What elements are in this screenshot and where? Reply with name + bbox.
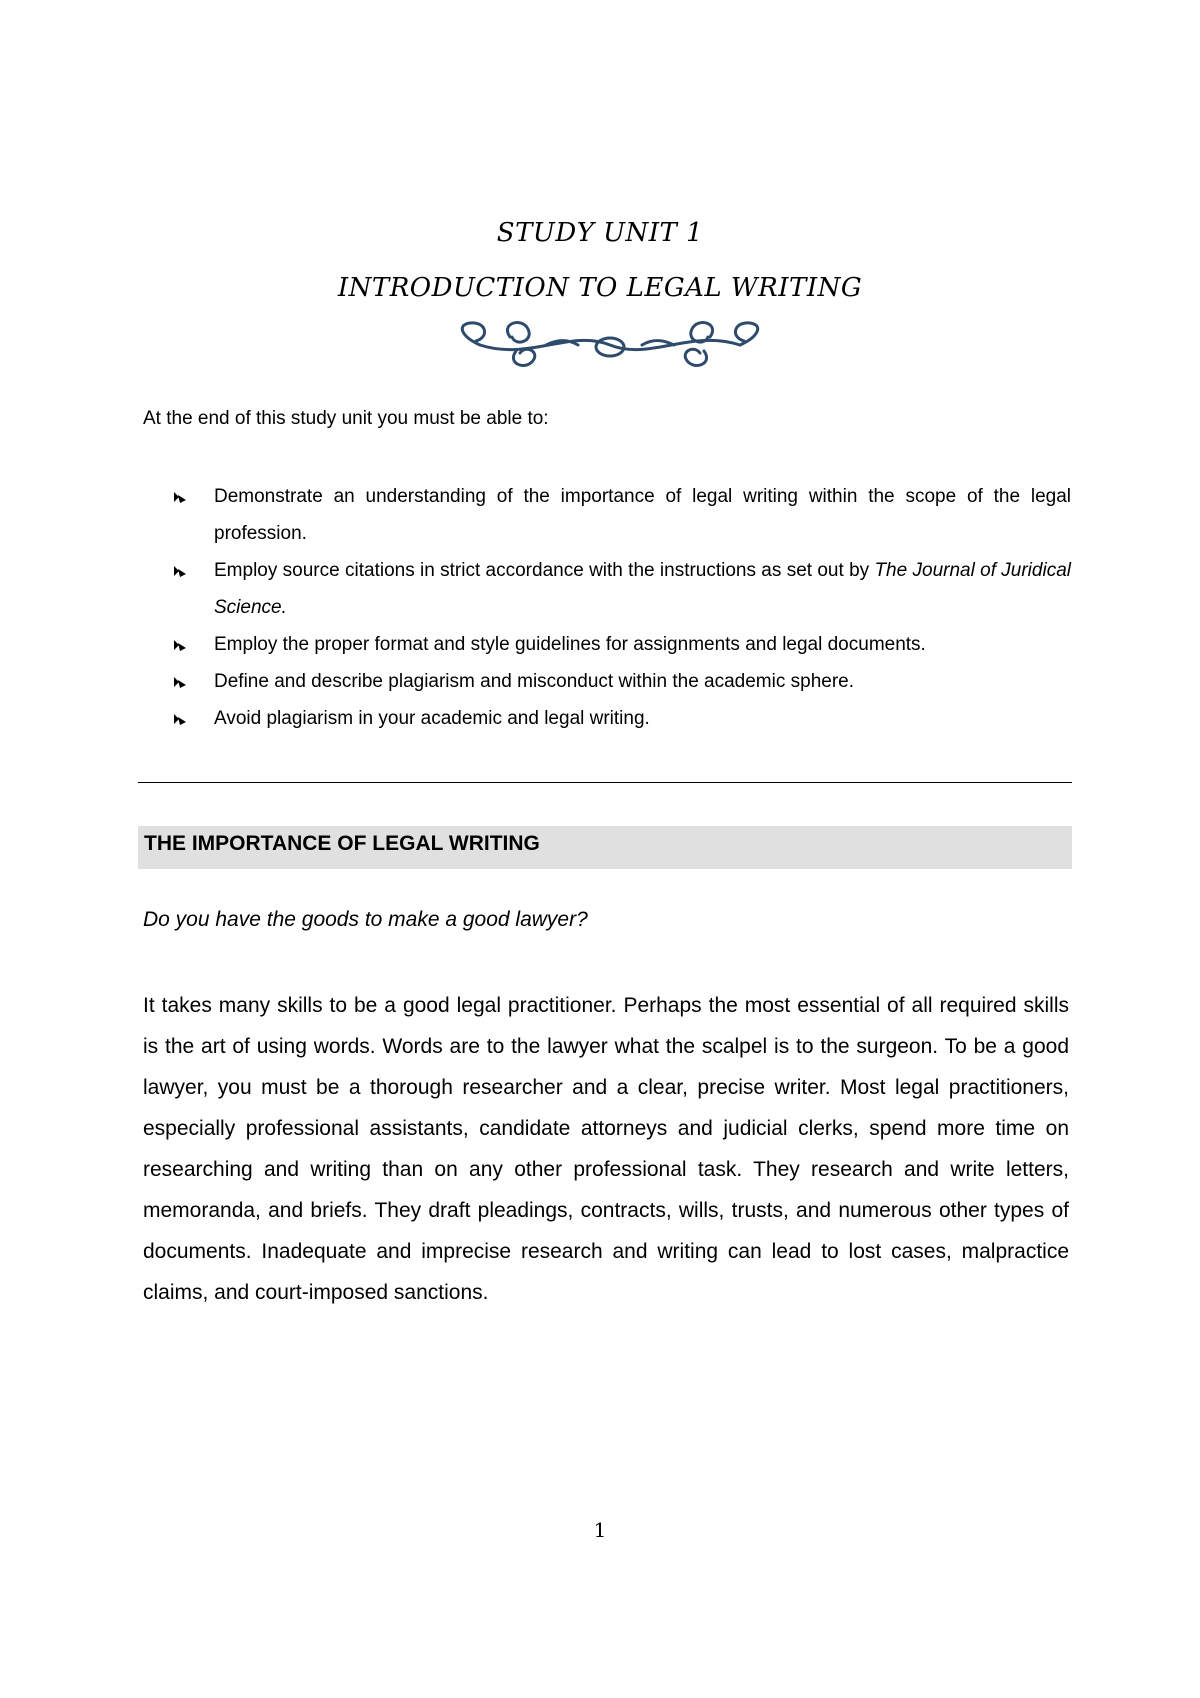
section-heading: THE IMPORTANCE OF LEGAL WRITING xyxy=(144,832,540,855)
scroll-flourish-icon xyxy=(450,315,770,375)
list-item xyxy=(143,626,1071,663)
page-number: 1 xyxy=(593,1518,607,1542)
section-question: Do you have the goods to make a good lawyer? xyxy=(143,908,588,931)
leaf-bullet-icon xyxy=(173,675,187,689)
leaf-bullet-icon xyxy=(173,638,187,652)
list-item xyxy=(143,700,1071,737)
outcome-text: Employ source citations in strict accordance with the instructions as set out by xyxy=(214,560,875,581)
leaf-bullet-icon xyxy=(173,564,187,578)
list-item xyxy=(143,663,1071,700)
outcome-text: Employ the proper format and style guidelines for assignments and legal documents. xyxy=(214,634,926,655)
journal-title: The Journal of Juridical Science. xyxy=(214,560,1071,618)
outcome-text: Define and describe plagiarism and misconduct within the academic sphere. xyxy=(214,671,855,692)
outcome-text: Demonstrate an understanding of the importance of legal writing within the scope of the legal profession. xyxy=(214,486,1071,544)
outcomes-intro: At the end of this study unit you must be able to: xyxy=(143,408,549,429)
study-unit-title: STUDY UNIT 1 xyxy=(496,218,704,248)
leaf-bullet-icon xyxy=(173,712,187,726)
leaf-bullet-icon xyxy=(173,490,187,504)
section-heading-band xyxy=(138,826,1072,869)
study-unit-subtitle: INTRODUCTION TO LEGAL WRITING xyxy=(337,273,863,303)
outcome-text: Avoid plagiarism in your academic and legal writing. xyxy=(214,708,650,729)
body-paragraph: It takes many skills to be a good legal practitioner. Perhaps the most essential of all required skills is the art of using words. Words are to the lawyer what the scalpel is to the surgeon. To be a good lawyer, you must be a thorough researcher and a clear, precise writer. Most legal practitioners, especially professional assistants, candidate attorneys and judicial clerks, spend more time on researching and writing than on any other professional task. They research and write letters, memoranda, and briefs. They draft pleadings, contracts, wills, trusts, and numerous other types of documents. Inadequate and imprecise research and writing can lead to lost cases, malpractice claims, and court-imposed sanctions. xyxy=(143,994,1069,1304)
horizontal-divider xyxy=(138,782,1072,783)
learning-outcomes-list xyxy=(143,478,1071,737)
list-item xyxy=(143,478,1071,552)
list-item xyxy=(143,552,1071,626)
